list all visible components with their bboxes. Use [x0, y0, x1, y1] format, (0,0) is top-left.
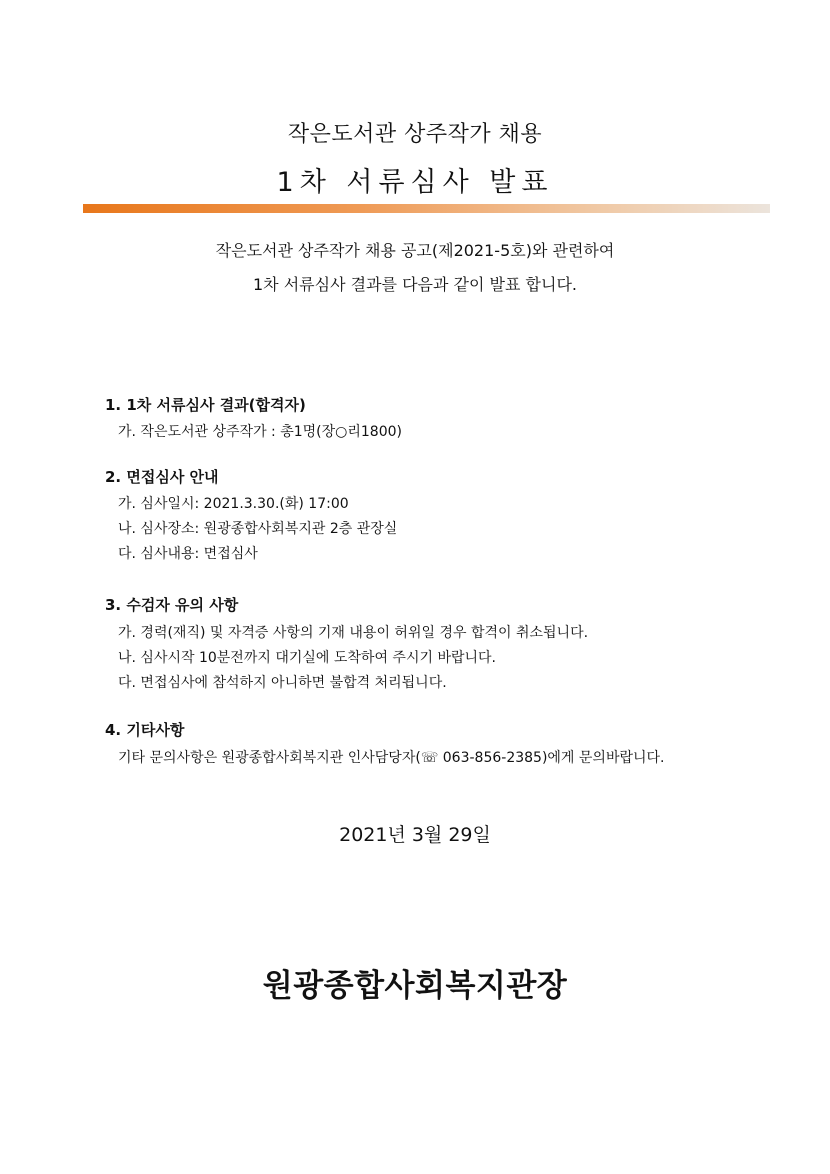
document-title-line1: 작은도서관 상주작가 채용 — [287, 122, 543, 147]
intro-line2: 1차 서류심사 결과를 다음과 같이 발표 합니다. — [253, 275, 577, 294]
section-3-item-2: 나. 심사시작 10분전까지 대기실에 도착하여 주시기 바랍니다. — [118, 650, 496, 666]
section-3-item-3: 다. 면접심사에 참석하지 아니하면 불합격 처리됩니다. — [118, 675, 447, 691]
section-4-item-1: 기타 문의사항은 원광종합사회복지관 인사담당자(☏ 063-856-2385)에게 문의바랍니다. — [118, 750, 665, 766]
section-2-heading: 2. 면접심사 안내 — [105, 468, 219, 486]
section-1-heading: 1. 1차 서류심사 결과(합격자) — [105, 396, 306, 414]
section-2-item-1: 가. 심사일시: 2021.3.30.(화) 17:00 — [118, 496, 349, 512]
title-divider-bar — [83, 204, 770, 213]
announcement-date: 2021년 3월 29일 — [339, 824, 491, 846]
section-2-item-2: 나. 심사장소: 원광종합사회복지관 2층 관장실 — [118, 521, 398, 537]
intro-line1: 작은도서관 상주작가 채용 공고(제2021-5호)와 관련하여 — [215, 241, 615, 260]
section-4-heading: 4. 기타사항 — [105, 721, 185, 739]
section-3-item-1: 가. 경력(재직) 및 자격증 사항의 기재 내용이 허위일 경우 합격이 취소됩니다. — [118, 625, 589, 641]
section-3-heading: 3. 수검자 유의 사항 — [105, 596, 239, 614]
document-title-line2: 1차 서류심사 발표 — [276, 167, 554, 198]
section-2-item-3: 다. 심사내용: 면접심사 — [118, 546, 258, 562]
section-1-item-1: 가. 작은도서관 상주작가 : 총1명(장○리1800) — [118, 424, 402, 440]
issuing-organization: 원광종합사회복지관장 — [262, 968, 568, 1004]
